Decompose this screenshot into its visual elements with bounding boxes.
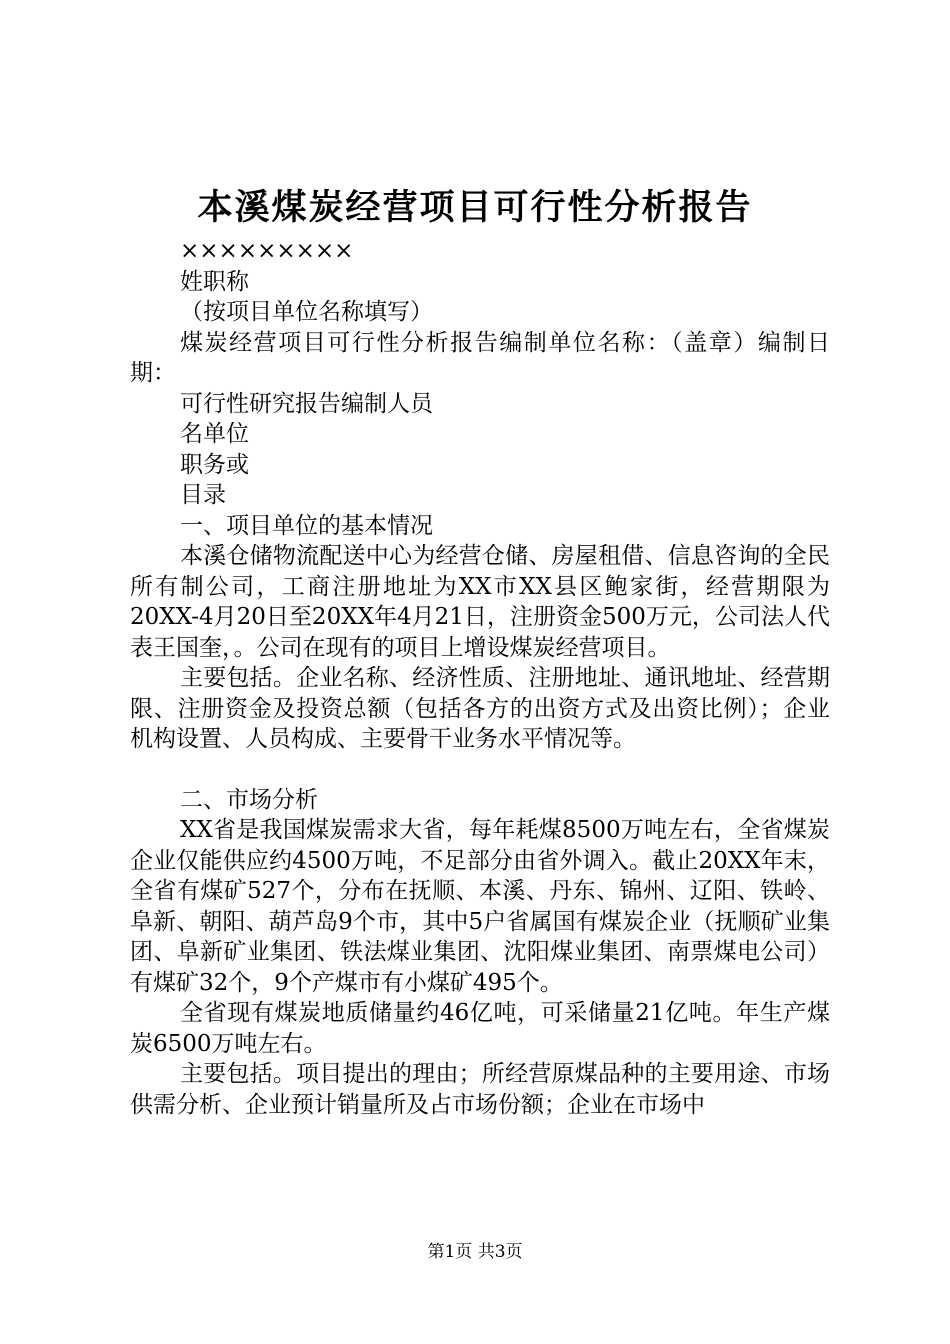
cover-staff: 可行性研究报告编制人员 — [180, 390, 433, 417]
section1-heading: 一、项目单位的基本情况 — [180, 512, 433, 539]
cover-compiler-unit: 煤炭经营项目可行性分析报告编制单位名称：（盖章）编制日期： — [130, 329, 830, 386]
section2-heading: 二、市场分析 — [180, 786, 318, 813]
section1-paragraph-2: 主要包括。企业名称、经济性质、注册地址、通讯地址、经营期限、注册资金及投资总额（包括各方的出资方式及出资比例）；企业机构设置、人员构成、主要骨干业务水平情况等。 — [130, 665, 830, 752]
cover-name-unit: 名单位 — [180, 421, 249, 447]
page-title: 本溪煤炭经营项目可行性分析报告 — [197, 187, 753, 228]
section2-paragraph-3: 主要包括。项目提出的理由；所经营原煤品种的主要用途、市场供需分析、企业预计销量所及占市场份额；企业在市场中 — [130, 1061, 830, 1118]
toc-heading: 目录 — [180, 482, 226, 508]
section-gap — [130, 755, 830, 785]
section2-paragraph-1: XX省是我国煤炭需求大省，每年耗煤8500万吨左右，全省煤炭企业仅能供应约4500万吨，不足部分由省外调入。截止20XX年末，全省有煤矿527个，分布在抚顺、本溪、丹东、锦州、辽阳、铁岭、阜新、朝阳、葫芦岛9个市，其中5户省属国有煤炭企业（抚顺矿业集团、阜新矿业集团、铁法煤业集团、沈阳煤业集团、南票煤电公司）有煤矿32个，9个产煤市有小煤矿495个。 — [130, 817, 830, 996]
page-footer: 第1页 共3页 — [427, 1242, 523, 1262]
cover-duty: 职务或 — [180, 451, 249, 478]
cover-marks: ××××××××× — [180, 238, 354, 264]
section1-paragraph-1: 本溪仓储物流配送中心为经营仓储、房屋租借、信息咨询的全民所有制公司，工商注册地址为XX市XX县区鲍家街，经营期限为20XX-4月20日至20XX年4月21日，注册资金500万元，公司法人代表王国奎，。公司在现有的项目上增设煤炭经营项目。 — [130, 543, 830, 661]
cover-name-title: 姓职称 — [180, 268, 249, 295]
section2-paragraph-2: 全省现有煤炭地质储量约46亿吨，可采储量21亿吨。年生产煤炭6500万吨左右。 — [130, 1000, 830, 1057]
document-body — [130, 236, 830, 1120]
cover-fill-note: （按项目单位名称填写） — [180, 299, 433, 325]
